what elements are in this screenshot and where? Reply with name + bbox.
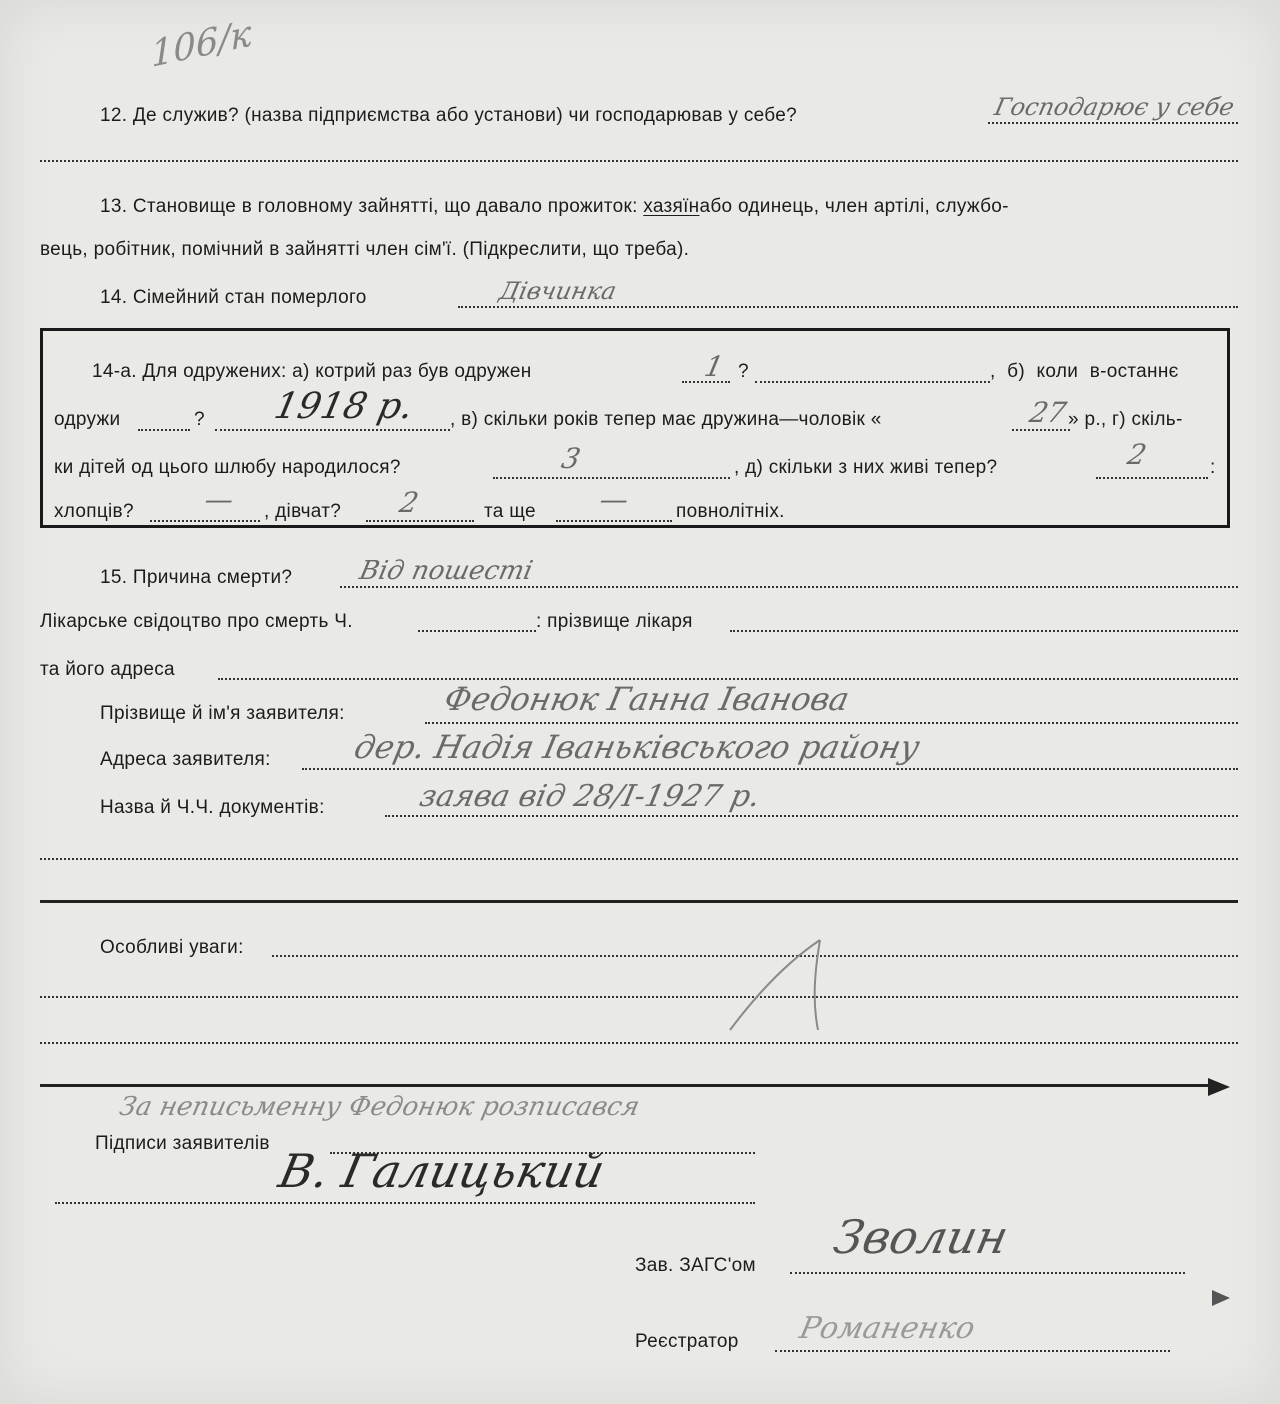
- q14a-boys-line: [150, 520, 260, 522]
- applicant-signature-line: [55, 1202, 755, 1204]
- medical-cert-number-line: [418, 630, 536, 632]
- notes-line-2: [40, 996, 1238, 998]
- q15-answer: Від пошесті: [356, 556, 536, 586]
- doctor-name-label: : прізвище лікаря: [536, 611, 693, 632]
- registrar-label: Реєстратор: [635, 1331, 739, 1352]
- q14-answer: Дівчинка: [497, 277, 619, 305]
- q14a-spouse-age-line: [1012, 429, 1070, 431]
- applicant-signature: В. Галицький: [274, 1144, 610, 1198]
- section-divider-2: [40, 1084, 1212, 1087]
- q13-rest: або одинець, член артілі, службо-: [699, 196, 1009, 217]
- q14a-boys-answer: —: [201, 483, 237, 516]
- applicant-address-line: [302, 768, 1238, 770]
- q12-answer-line: [988, 122, 1238, 124]
- applicant-address-answer: дер. Надія Іваньківського району: [350, 728, 924, 766]
- divider-arrow-icon: [1208, 1078, 1230, 1096]
- archive-mark: 106/к: [150, 13, 252, 76]
- registrar-line: [775, 1350, 1170, 1352]
- applicant-name-label: Прізвище й ім'я заявителя:: [100, 703, 345, 724]
- q14a-line3-prefix: ки дітей од цього шлюбу народилося?: [54, 457, 401, 478]
- q14a-children-born-line: [493, 477, 730, 479]
- documents-continuation-line: [40, 858, 1238, 860]
- q14a-last-marriage-answer: 1918 р.: [270, 386, 418, 427]
- q14a-girls-answer: 2: [396, 486, 422, 519]
- q14a-line3-d: , д) скільки з них живі тепер?: [734, 457, 998, 478]
- q14a-line1-b: , б) коли в-останнє: [990, 361, 1179, 382]
- zags-head-line: [790, 1272, 1185, 1274]
- q14a-line2-gap-line: [138, 429, 190, 431]
- q14a-girls-line: [366, 520, 474, 522]
- documents-line: [385, 815, 1238, 817]
- q14a-line3-colon: :: [1210, 457, 1216, 478]
- q14a-line2-prefix: одружи: [54, 409, 121, 430]
- medical-cert-label: Лікарське свідоцтво про смерть Ч.: [40, 611, 353, 632]
- section-divider-1: [40, 900, 1238, 903]
- registrar-signature: Романенко: [796, 1311, 979, 1346]
- q14a-last-marriage-line: [215, 429, 450, 431]
- applicant-signatures-label: Підписи заявителів: [95, 1133, 270, 1154]
- q14a-line1-a: 14-а. Для одружених: а) котрий раз був одружен: [92, 361, 532, 382]
- q14a-line2-v-suffix: » р., г) скіль-: [1068, 409, 1183, 430]
- documents-answer: заява від 28/I-1927 р.: [416, 779, 764, 814]
- zags-head-label: Зав. ЗАГС'ом: [635, 1255, 756, 1276]
- q14a-more-line: [556, 520, 672, 522]
- zags-head-signature: Зволин: [829, 1210, 1014, 1264]
- q12-answer: Господарює у себе: [992, 93, 1237, 121]
- q13-selected-hazyain: хазяїн: [643, 196, 700, 217]
- q14a-line1-gap-line: [755, 381, 990, 383]
- notes-line-3: [40, 1042, 1238, 1044]
- q12-continuation-line: [40, 160, 1238, 162]
- q13-line1: [100, 195, 1009, 219]
- q14a-more-label: та ще: [484, 501, 536, 522]
- q14a-line2-v: , в) скільки років тепер має дружина—чоловік «: [450, 409, 882, 430]
- applicant-name-line: [425, 722, 1238, 724]
- q14a-girls-label: , дівчат?: [264, 501, 342, 522]
- q14a-line1-q: ?: [738, 361, 749, 382]
- q14a-more-answer: —: [596, 483, 632, 516]
- q14a-adult-label: повнолітніх.: [676, 501, 785, 522]
- q14-label: 14. Сімейний стан померлого: [100, 287, 367, 308]
- q14a-times-married-line: [682, 381, 730, 383]
- applicant-name-answer: Федонюк Ганна Іванова: [440, 680, 853, 718]
- q13-line2: вець, робітник, помічний в зайнятті член сім'ї. (Підкреслити, що треба).: [40, 239, 690, 260]
- q14-answer-line: [458, 306, 1238, 308]
- q12-label: 12. Де служив? (назва підприємства або установи) чи господарював у себе?: [100, 105, 797, 126]
- q14a-children-born-answer: 3: [558, 442, 584, 475]
- notes-label: Особливі уваги:: [100, 937, 244, 958]
- q14a-line2-q: ?: [194, 409, 205, 430]
- applicant-address-label: Адреса заявителя:: [100, 749, 271, 770]
- q14a-boys-label: хлопців?: [54, 501, 134, 522]
- q13-prefix: 13. Становище в головному зайнятті, що давало прожиток:: [100, 196, 638, 217]
- doctor-address-label: та його адреса: [40, 659, 175, 680]
- q14a-spouse-age-answer: 27: [1026, 396, 1070, 429]
- doctor-name-line: [730, 630, 1238, 632]
- notes-strike-mark: [720, 930, 840, 1040]
- q15-answer-line: [340, 586, 1238, 588]
- margin-arrow-icon: [1212, 1290, 1230, 1306]
- q14a-children-alive-answer: 2: [1124, 438, 1150, 471]
- documents-label: Назва й Ч.Ч. документів:: [100, 797, 325, 818]
- illiterate-note: За неписьменну Федонюк розписався: [116, 1092, 643, 1122]
- q14a-children-alive-line: [1096, 477, 1208, 479]
- q14a-times-married-answer: 1: [701, 350, 727, 383]
- q15-label: 15. Причина смерти?: [100, 567, 293, 588]
